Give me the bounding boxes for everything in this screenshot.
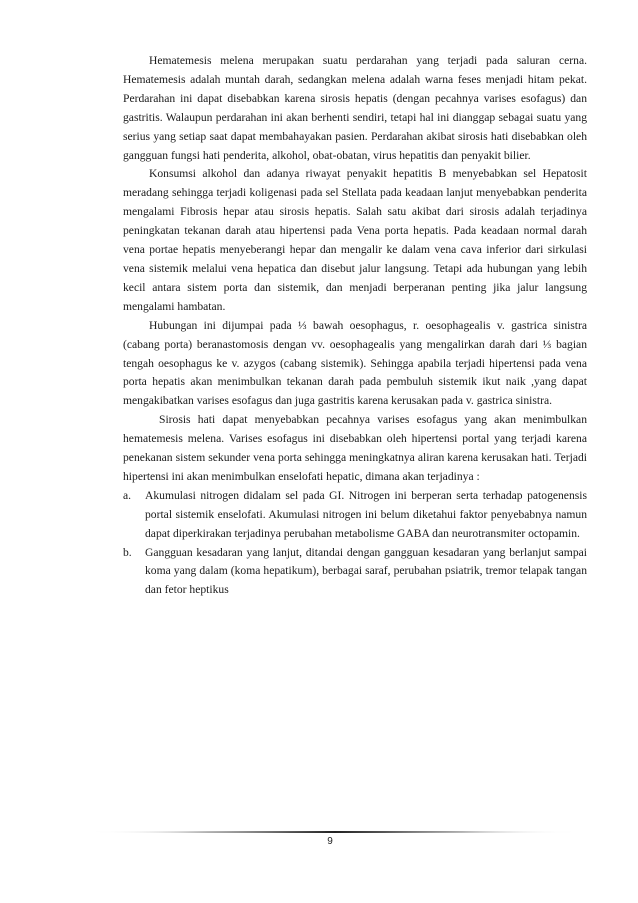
- list-item: [123, 487, 587, 544]
- paragraph-alkohol: Konsumsi alkohol dan adanya riwayat penyakit hepatitis B menyebabkan sel Hepatosit meradang sehingga terjadi koligenasi pada sel Stellata pada keadaan lanjut menyebabkan penderita mengalami Fibrosis hepar atau sirosis hepatis. Salah satu akibat dari sirosis adalah terjadinya peningkatan tekanan darah atau hipertensi pada Vena porta hepatis. Pada keadaan normal darah vena portae hepatis menyeberangi hepar dan mengalir ke dalam vena cava inferior dari sirkulasi vena sistemik melalui vena hepatica dan disebut jalur langsung. Tetapi ada hubungan yang lebih kecil antara sistem porta dan sistemik, dan menjadi berperanan penting jika jalur langsung mengalami hambatan.: [123, 167, 587, 313]
- paragraph-hubungan: Hubungan ini dijumpai pada ⅓ bawah oesophagus, r. oesophagealis v. gastrica sinistra (cabang porta) beranastomosis dengan vv. oesophagealis yang mengalirkan darah dari ⅓ bagian tengah oesophagus ke v. azygos (cabang sistemik). Sehingga apabila terjadi hipertensi pada vena porta hepatis akan menimbulkan tekanan darah pada pembuluh sistemik ikut naik ,yang dapat mengakibatkan varises esofagus dan juga gastritis karena kerusakan pada v. gastrica sinistra.: [123, 318, 587, 408]
- list-item-text: Akumulasi nitrogen didalam sel pada GI. Nitrogen ini berperan serta terhadap patogenensis portal sistemik enselofati. Akumulasi nitrogen ini belum diketahui faktor penyebabnya namun dapat diperkirakan terjadinya perubahan metabolisme GABA dan neurotransmiter octopamin.: [145, 488, 587, 540]
- document-body: [123, 52, 587, 600]
- footer-rule-graphic: [80, 830, 590, 834]
- list-item: [123, 544, 587, 601]
- footer-rule: [80, 830, 590, 834]
- paragraph-hematemesis: Hematemesis melena merupakan suatu perdarahan yang terjadi pada saluran cerna. Hematemesis adalah muntah darah, sedangkan melena adalah warna feses menjadi hitam pekat. Perdarahan ini dapat disebabkan karena sirosis hepatis (dengan pecahnya varises esofagus) dan gastritis. Walaupun perdarahan ini akan berhenti sendiri, tetapi hal ini dianggap sebagai suatu yang serius yang setiap saat dapat membahayakan pasien. Perdarahan akibat sirosis hati disebabkan oleh gangguan fungsi hati penderita, alkohol, obat-obatan, virus hepatitis dan penyakit bilier.: [123, 54, 587, 162]
- list-marker: b.: [123, 545, 132, 559]
- paragraph-sirosis: Sirosis hati dapat menyebabkan pecahnya varises esofagus yang akan menimbulkan hematemesis melena. Varises esofagus ini disebabkan oleh hipertensi portal yang terjadi karena penekanan sistem sekunder vena porta sehingga meningkatnya aliran karena kerusakan hati. Terjadi hipertensi ini akan menimbulkan enselofati hepatic, dimana akan terjadinya :: [123, 413, 587, 483]
- consequence-list: [123, 487, 587, 600]
- list-item-text: Gangguan kesadaran yang lanjut, ditandai dengan gangguan kesadaran yang berlanjut sampai koma yang dalam (koma hepatikum), berbagai saraf, perubahan psiatrik, tremor telapak tangan dan fetor heptikus: [145, 545, 587, 597]
- list-marker: a.: [123, 488, 132, 502]
- page-number: 9: [327, 836, 333, 847]
